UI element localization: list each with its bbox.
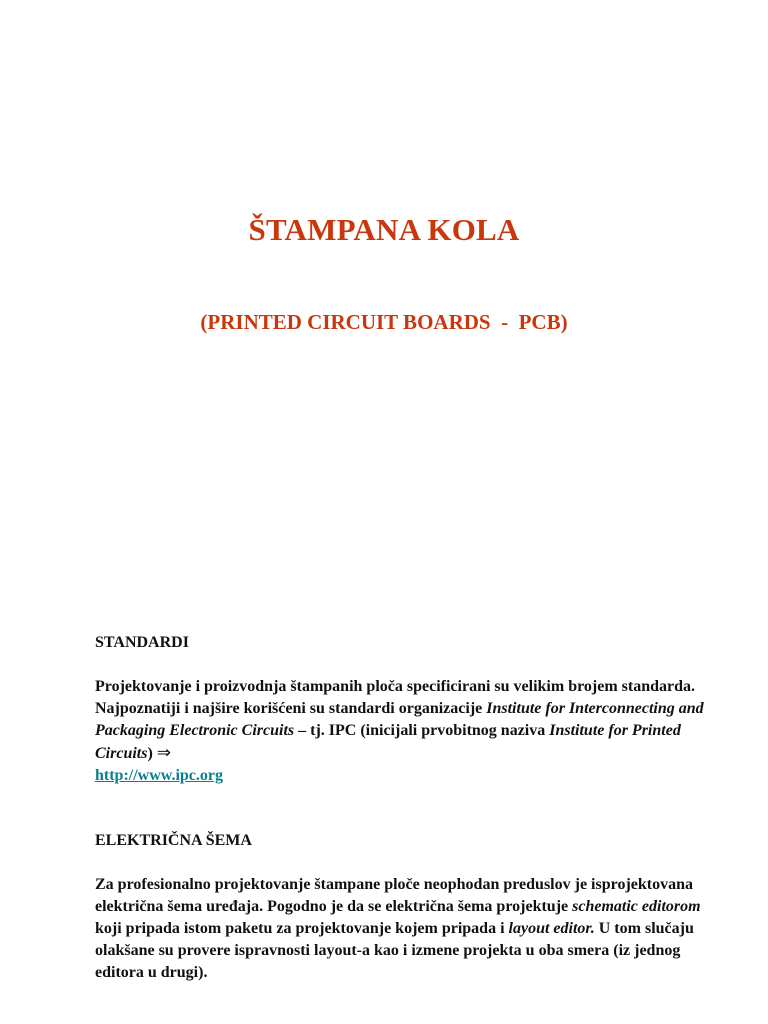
section-sema-body <box>95 874 705 984</box>
sema-paragraph <box>95 874 705 984</box>
page-subtitle: (PRINTED CIRCUIT BOARDS - PCB) <box>200 310 568 334</box>
standardi-italic-ipc-name: Institute for Interconnecting and Packaging Electronic Circuits <box>95 700 704 739</box>
section-standardi-body <box>95 676 705 787</box>
section-sema-heading-block <box>95 830 705 852</box>
sema-heading: ELEKTRIČNA ŠEMA <box>95 832 252 849</box>
standardi-text-1: Projektovanje i proizvodnja štampanih ploča specificirani su velikim brojem standarda. Najpoznatiji i najšire korišćeni su standardi organizacije <box>95 678 696 717</box>
sema-text-1: Za profesionalno projektovanje štampane ploče neophodan preduslov je isprojektovana električna šema uređaja. Pogodno je da se električna šema projektuje <box>95 876 693 915</box>
standardi-paragraph <box>95 676 705 787</box>
sema-text-2: koji pripada istom paketu za projektovanje kojem pripada i <box>95 920 509 937</box>
sema-italic-schematic-editor: schematic editorom <box>572 898 701 915</box>
right-double-arrow-icon: ⇒ <box>156 743 172 763</box>
page-title: ŠTAMPANA KOLA <box>248 212 520 247</box>
sema-text-3: U tom slučaju olakšane su provere ispravnosti layout-a kao i izmene projekta u oba smera (iz jednog editora u drugi). <box>95 920 694 981</box>
ipc-website-link[interactable]: http://www.ipc.org <box>95 767 223 784</box>
sema-italic-layout-editor: layout editor. <box>508 920 595 937</box>
standardi-text-2: – tj. IPC (inicijali prvobitnog naziva <box>294 722 550 739</box>
section-standardi-heading-block <box>95 632 705 654</box>
standardi-heading: STANDARDI <box>95 634 189 651</box>
standardi-text-3: ) <box>147 745 157 762</box>
standardi-italic-original-name: Institute for Printed Circuits <box>95 722 681 762</box>
